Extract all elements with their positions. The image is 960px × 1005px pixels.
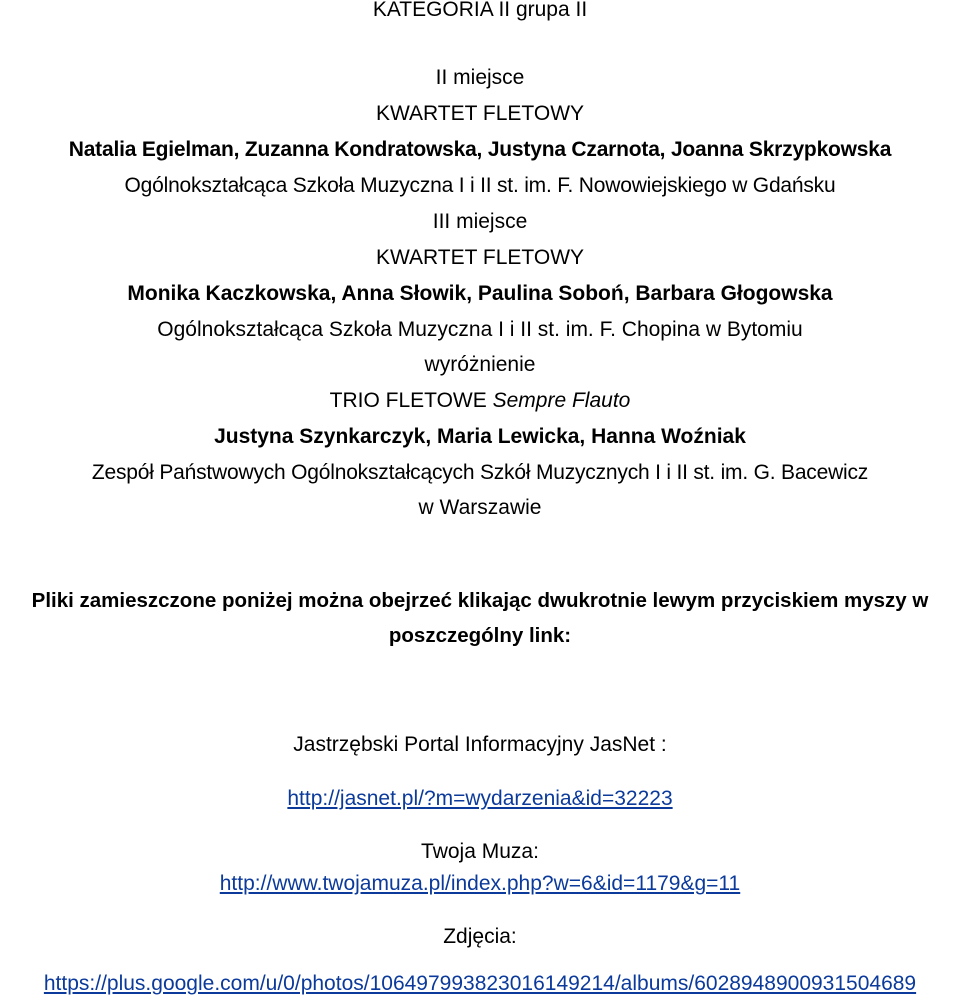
notice-line-1: Pliki zamieszczone poniżej można obejrzeć klikając dwukrotnie lewym przyciskiem myszy w [31, 589, 929, 612]
award-2-ensemble: KWARTET FLETOWY [375, 246, 585, 269]
award-3-members: Justyna Szynkarczyk, Maria Lewicka, Hanna Woźniak [214, 425, 746, 448]
award-1-place: II miejsce [435, 66, 525, 89]
notice-line-2: poszczególny link: [388, 624, 572, 647]
award-3-ensemble: TRIO FLETOWE [329, 389, 487, 412]
award-1-members: Natalia Egielman, Zuzanna Kondratowska, Justyna Czarnota, Joanna Skrzypkowska [68, 138, 892, 161]
award-2-members: Monika Kaczkowska, Anna Słowik, Paulina Soboń, Barbara Głogowska [127, 282, 833, 305]
link-3-label: Zdjęcia: [443, 925, 517, 948]
award-3-ensemble-line [0, 387, 960, 415]
link-1-row [0, 785, 960, 813]
award-2-place: III miejsce [432, 210, 528, 233]
award-3-school: Zespół Państwowych Ogólnokształcących Szkół Muzycznych I i II st. im. G. Bacewicz [91, 461, 869, 484]
award-3-place: wyróżnienie [424, 353, 536, 376]
link-2-row [0, 870, 960, 898]
award-3-ensemble-name: Sempre Flauto [492, 389, 631, 412]
link-2-label: Twoja Muza: [421, 840, 539, 863]
link-3-row [0, 970, 960, 998]
award-1-school: Ogólnokształcąca Szkoła Muzyczna I i II st. im. F. Nowowiejskiego w Gdańsku [124, 174, 836, 197]
twojamuza-link[interactable]: http://www.twojamuza.pl/index.php?w=6&id=1179&g=11 [219, 872, 741, 895]
link-1-label: Jastrzębski Portal Informacyjny JasNet : [293, 733, 667, 756]
category-heading: KATEGORIA II grupa II [372, 0, 588, 21]
google-photos-link[interactable]: https://plus.google.com/u/0/photos/106497993823016149214/albums/6028948900931504689 [43, 972, 917, 995]
award-2-school: Ogólnokształcąca Szkoła Muzyczna I i II st. im. F. Chopina w Bytomiu [157, 318, 803, 341]
award-3-school-city: w Warszawie [418, 496, 542, 519]
jasnet-link[interactable]: http://jasnet.pl/?m=wydarzenia&id=32223 [287, 787, 673, 810]
award-1-ensemble: KWARTET FLETOWY [375, 102, 585, 125]
